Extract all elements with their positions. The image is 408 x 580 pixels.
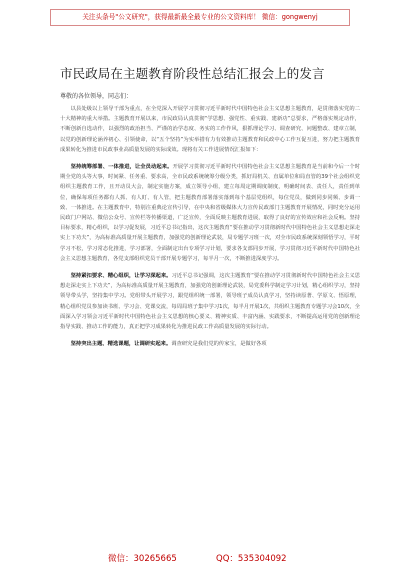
promo-banner: 关注头条号"公文研究"，获得最新最全最专业的公文资料库！ 微信：gongwenyj bbox=[50, 9, 350, 26]
section-2-text: 习近平总书记强调，这次主题教育“要在推动学习贯彻新时代中国特色社会主义思想走深走实上下功夫”，为高标准高质量开展主题教育，加强党的创新理论武装，局党委科学制定学习计划，精心组织学习，坚持领导带头学，坚持集中学习。党组带头开展学习，跟党组织统一部署，领导班子成员认真学习，坚持读原著、学原文、悟原理，精心组织党员参加读书班、学习会、党课交流，每周局班子集中学习1次，每半月开展1次，共组织主题教育专题学习会10次，全面深入学习领会习近平新时代中国特色社会主义思想的核心要义、精神实质、丰富内涵、实践要求，不断提高运用党的创新理论指导实践、推动工作的能力，真正把学习成果转化为推进民政工作高质量发展的实际行动。 bbox=[60, 273, 360, 331]
section-3-paragraph bbox=[60, 339, 360, 349]
footer-qq: QQ：535304092 bbox=[216, 554, 287, 564]
section-1-text: 开展学习贯彻习近平新时代中国特色社会主义思想主题教育是当前和今后一个时期全党的头等大事，时间紧、任务重、要求高，全市民政系统统筹分级分类，抓好局机关、直属单位和局直管的39个社会组织党组织主题教育工作，且开动员大会，制定实施方案，成立领导小组，建立每周定期调度制度，明确时间表、责任人，责任到单位，确保每项任务都有人抓、有人盯、有人管，把主题教育部署落实落到每个基层党组织，每位党员，做到同步同频、步调一致、一体推进。在主题教育中，特别注重典论宣传引导，在中央和省级媒体大力宣传民政部门主题教育开展情况，同时充分运用民政门户网站、微信公众号、宣传栏等传播渠道，广泛宣传，全面反映主题教育进展，取得了良好的宣传效应和社会反响。坚持目标要求，精心组织，以学习促发展，习近平总书记指出，这次主题教育“要在推动学习贯彻新时代中国特色社会主义思想走深走实上下功夫”，为高标准高质量开展主题教育，加强党的创新理论武装，局专题学习班一次，对全市民政系统深刻领悟学习，平时学习不松，学习常态化推进，学习部署，全面制定出台专项学习计划，要求各支部同步开展，学习贯彻习近平新时代中国特色社会主义思想主题教育，各党支部组织党员干部开展专题学习，每半月一次，不断推进深度学习。 bbox=[60, 164, 360, 262]
footer-contact bbox=[0, 552, 408, 568]
page-title: 市民政局在主题教育阶段性总结汇报会上的发言 bbox=[60, 66, 325, 81]
section-1-heading: 坚持统筹部署、一体推进，让全员动起来。 bbox=[70, 164, 173, 171]
section-2-paragraph bbox=[60, 271, 360, 332]
intro-paragraph: 以县处级以上领导干部为重点，在全党深入开展学习贯彻习近平新时代中国特色社会主义思想主题教育，是贯彻落实党的二十大精神的重大举措。主题教育开展以来，市民政局认真贯彻“学思想、强党性、重实践、建新功”总要求，严格落实规定动作，不断创新自选动作，以强烈的政治担当、严谨的治学态度、务实的工作作风，狠抓理论学习、调查研究、问题整改、建章立制，以党的创新理论涵养初心、引领使命，以“五个坚持”为实举措有力有效推动主题教育和民政中心工作互促互进，努力把主题教育成果转化为推进市民政事业高质量发展的实际成效。现将有关工作进展情况汇报如下： bbox=[60, 106, 360, 153]
section-3-text: 调查研究是我们党的传家宝，是做好各项 bbox=[171, 341, 267, 348]
section-2-heading: 坚持紧扣要求、精心组织，让学习深起来。 bbox=[70, 273, 172, 280]
section-1-paragraph bbox=[60, 162, 360, 264]
footer-wechat: 微信：30265665 bbox=[108, 554, 177, 564]
section-3-heading: 坚持突出主题、精选课题，让调研实起来。 bbox=[70, 341, 172, 348]
document-body bbox=[60, 104, 360, 356]
salutation: 尊敬的各位领导，同志们： bbox=[60, 93, 133, 100]
